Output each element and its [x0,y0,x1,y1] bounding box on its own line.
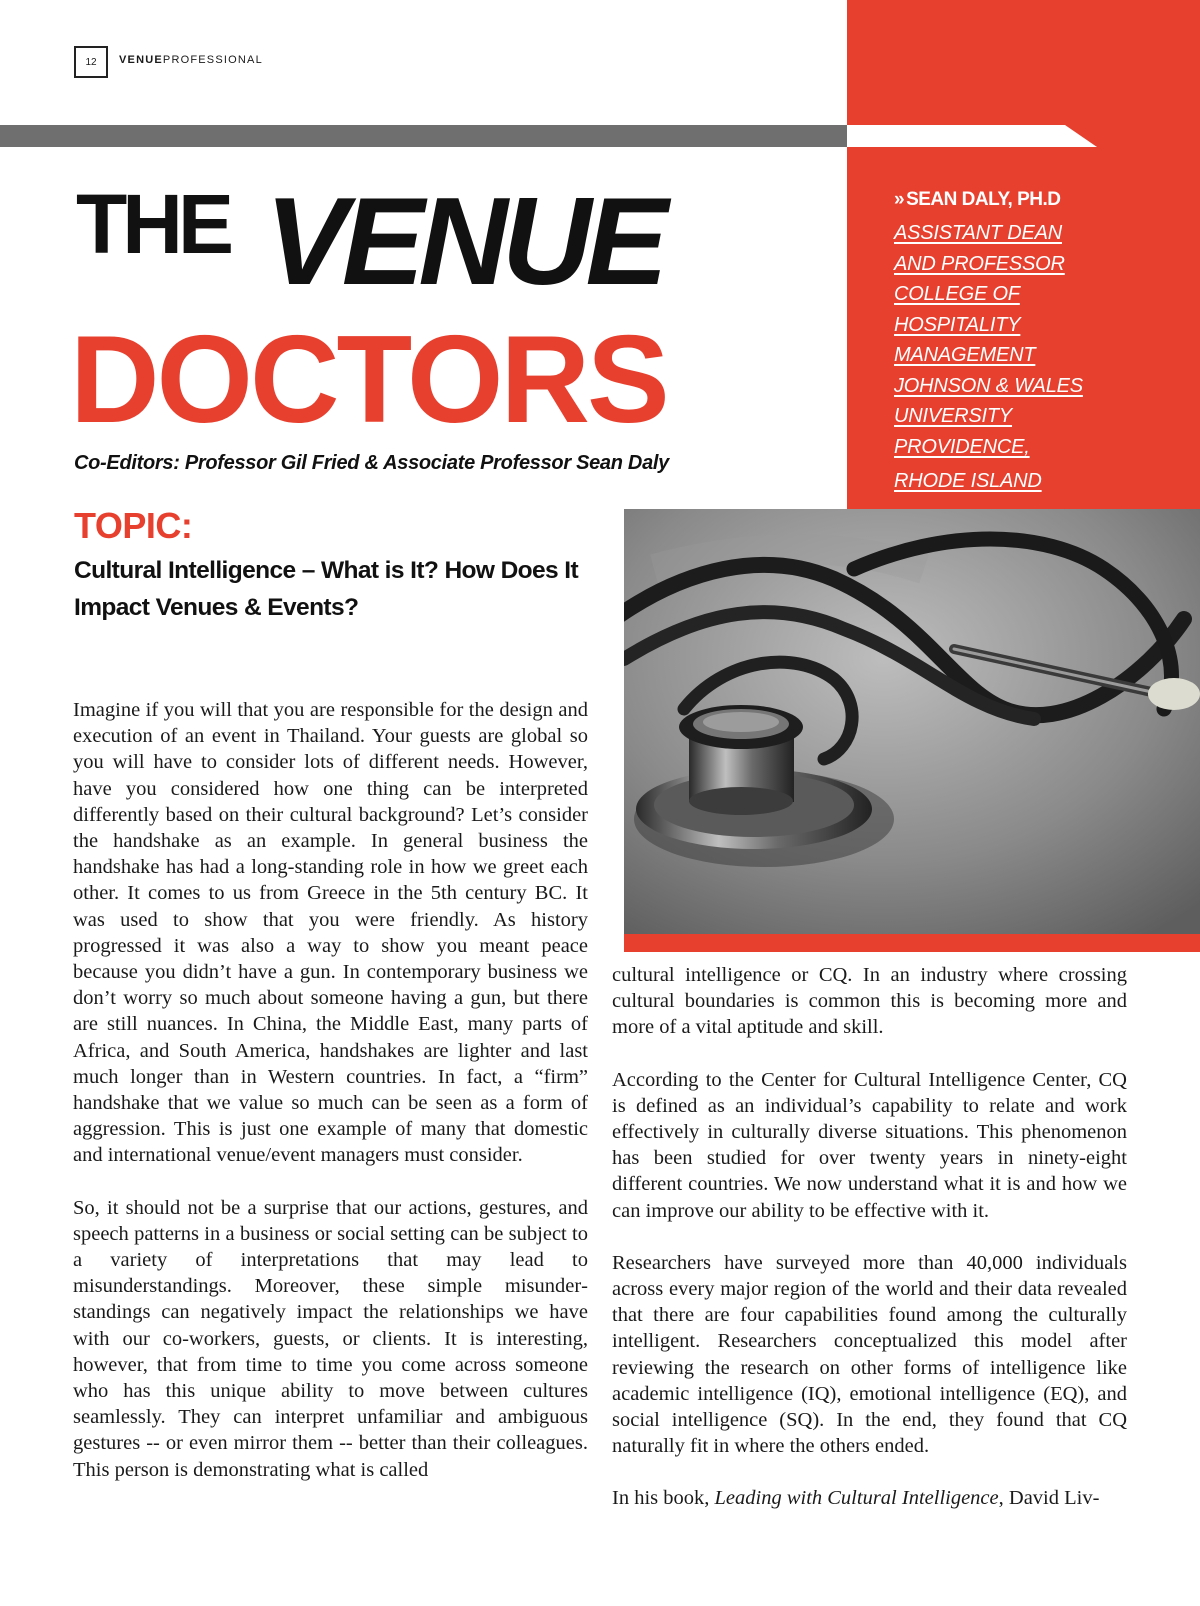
header-notch [847,125,1097,147]
paragraph: According to the Center for Cultural Intelligence Center, CQ is defined as an individual’s capability to relate and work effectively in culturally diverse situations. This phenomenon has been studied for over twenty years in ninety-eight different countries. We now understand what it is and how we can improve our ability to be effective with it. [612,1068,1127,1222]
affiliation-line[interactable]: HOSPITALITY [894,313,1021,336]
paragraph: cultural intelligence or CQ. In an industry where crossing cultural boundaries is common this is becoming more and more of a vital aptitude and skill. [612,964,1127,1039]
title-doctors: DOCTORS [70,311,667,449]
affiliation-line[interactable]: RHODE ISLAND [894,470,1042,492]
paragraph: Imagine if you will that you are responsible for the design and execution of an event in Thailand. Your guests are global so you will have to consider lots of different needs. However, have you considered how one thing can be interpreted differently based on their cultural background? Let’s consider the handshake as an example. In general business the handshake has had a long-standing role in how we greet each other. It comes to us from Greece in the 5th century BC. It was used to show that you were friendly. As history progressed it was also a way to show you meant peace because you didn’t have a gun. In contemporary business we don’t worry so much about someone having a gun, but there are still nuances. In China, the Middle East, many parts of Africa, and South America, handshakes are lighter and last much longer than in Western countries. In fact, a “firm” handshake that we value so much can be seen as a form of aggression. This is just one example of many that domestic and international venue/event managers must consider. [73,699,588,1167]
paragraph [612,1485,1127,1511]
title-the: THE [76,177,229,271]
affiliation-line[interactable]: AND PROFESSOR [894,252,1065,275]
paragraph-text: In his book, [612,1487,715,1510]
masthead-bold: VENUE [119,54,163,66]
affiliation-line[interactable]: UNIVERSITY [894,405,1013,427]
co-editors-line: Co-Editors: Professor Gil Fried & Associate Professor Sean Daly [74,452,669,474]
stethoscope-icon [624,509,1200,934]
body-column-right [612,962,1127,1538]
paragraph: Researchers have surveyed more than 40,000 individuals across every major region of the world and their data revealed that there are four capabilities found among the culturally intelligent. Researchers conceptualized this model after reviewing the research on other forms of intelligence like academic intelligence (IQ), emotional intelligence (EQ), and social intelligence (SQ). In the end, they found that CQ naturally fit in where the others ended. [612,1251,1127,1458]
topic-heading: Cultural Intelligence – What is It? How Does It Impact Venues & Events? [74,557,579,621]
header-gray-bar [0,125,848,147]
body-column-left [73,697,588,1509]
paragraph-text: , David Liv- [998,1487,1100,1510]
author-block [894,186,1184,497]
photo-red-strip [624,934,1200,952]
title-venue: VENUE [265,173,663,311]
masthead [119,54,263,66]
masthead-light: PROFESSIONAL [162,54,263,66]
affiliation-line[interactable]: MANAGEMENT [894,344,1036,366]
topic-label: TOPIC: [74,505,193,546]
book-title: Leading with Cultural Intelligence [714,1487,999,1510]
page-number: 12 [74,46,108,78]
affiliation-line[interactable]: ASSISTANT DEAN [894,222,1062,244]
affiliation-line[interactable]: PROVIDENCE, [894,435,1030,458]
affiliation-line[interactable]: COLLEGE OF [894,283,1020,305]
author-name-line [894,186,1184,214]
paragraph: So, it should not be a surprise that our actions, gestures, and speech patterns in a business or social setting can be subject to a variety of interpretations that may lead to misunderstandings. Moreover, these simple misunderstandings can negatively impact the relationships we have with our co-workers, guests, or clients. It is interesting, however, that from time to time you come across someone who has this unique ability to move between cultures seamlessly. They can interpret unfamiliar and ambiguous gestures -- or even mirror them -- better than their colleagues. This person is demonstrating what is called [73,1196,588,1481]
author-name: SEAN DALY, PH.D [906,189,1061,210]
chevron-right-icon: » [894,189,905,210]
stethoscope-photo [624,509,1200,934]
affiliation-line[interactable]: JOHNSON & WALES [894,374,1083,397]
